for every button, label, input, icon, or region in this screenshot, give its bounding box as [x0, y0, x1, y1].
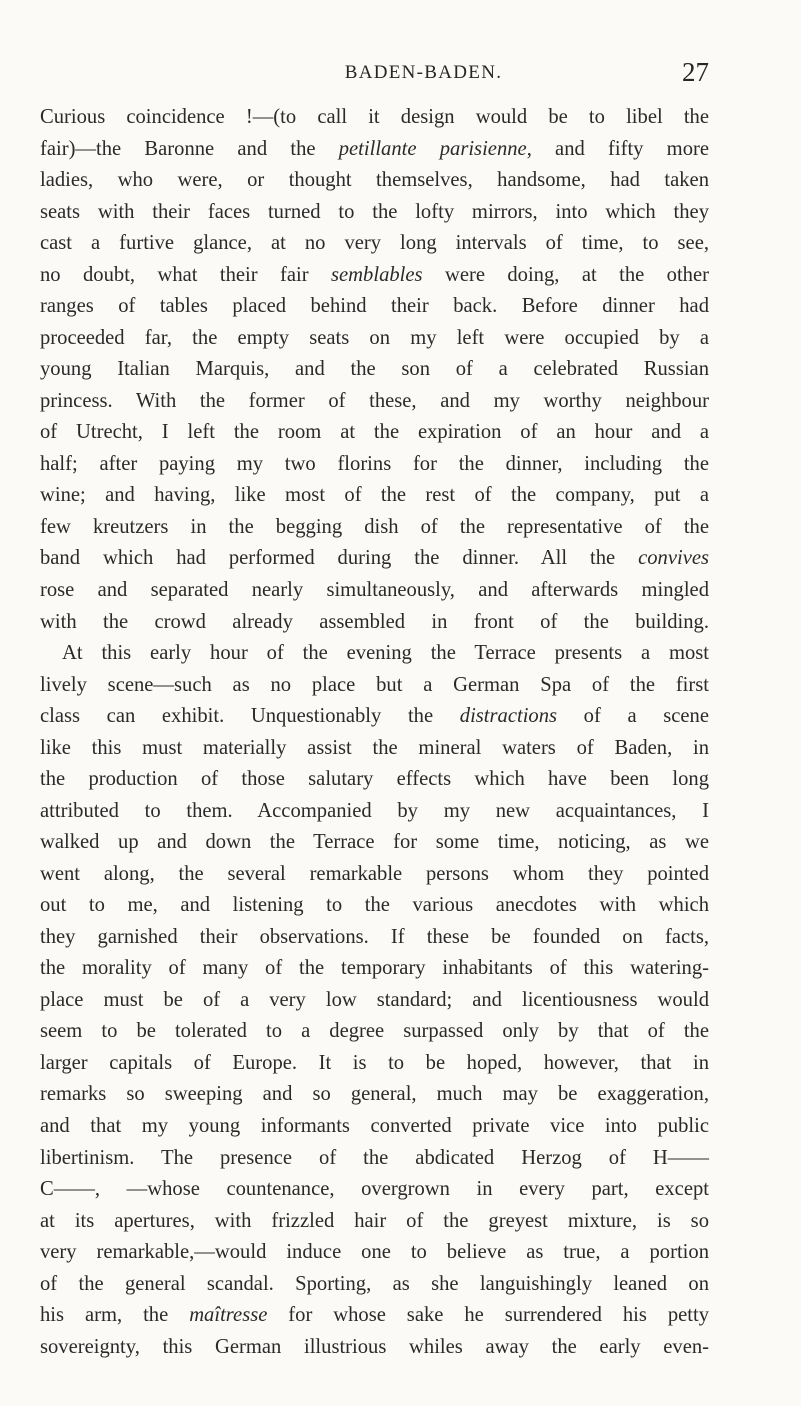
text-line: young Italian Marquis, and the son of a celebrated Russian [40, 358, 709, 381]
text-line: seats with their faces turned to the lofty mirrors, into which they [40, 200, 709, 223]
text-line: they garnished their observations. If these be founded on facts, [40, 925, 709, 948]
text-line: few kreutzers in the begging dish of the representative of the [40, 515, 709, 538]
text-line: half; after paying my two florins for the dinner, including the [40, 452, 709, 475]
running-head: BADEN-BADEN. [344, 62, 503, 83]
text-line: very remarkable,—would induce one to believe as true, a portion [40, 1241, 709, 1264]
text-line: libertinism. The presence of the abdicated Herzog of H—— [40, 1146, 709, 1169]
text-line: and that my young informants converted private vice into public [40, 1115, 709, 1137]
text-line: at its apertures, with frizzled hair of the greyest mixture, is so [40, 1209, 709, 1232]
text-line: his arm, the maîtresse for whose sake he surrendered his petty [40, 1304, 710, 1327]
text-line: of Utrecht, I left the room at the expiration of an hour and a [40, 421, 709, 444]
text-line: ladies, who were, or thought themselves, handsome, had taken [40, 169, 709, 192]
text-line: rose and separated nearly simultaneously, and afterwards mingled [40, 578, 709, 601]
text-line: At this early hour of the evening the Terrace presents a most [62, 642, 709, 665]
text-line: fair)—the Baronne and the petillante parisienne, and fifty more [40, 137, 709, 160]
text-line: ranges of tables placed behind their back. Before dinner had [40, 295, 709, 318]
text-line: seem to be tolerated to a degree surpassed only by that of the [40, 1020, 709, 1043]
text-line: princess. With the former of these, and my worthy neighbour [40, 389, 709, 412]
text-line: lively scene—such as no place but a German Spa of the first [40, 673, 709, 696]
text-line: band which had performed during the dinner. All the convives [40, 547, 709, 570]
text-line: like this must materially assist the mineral waters of Baden, in [40, 736, 709, 759]
text-line: the production of those salutary effects which have been long [40, 768, 709, 791]
text-line: of the general scandal. Sporting, as she languishingly leaned on [40, 1272, 709, 1295]
text-line: proceeded far, the empty seats on my left were occupied by a [40, 326, 709, 349]
text-line: out to me, and listening to the various anecdotes with which [40, 894, 709, 917]
text-line: Curious coincidence !—(to call it design would be to libel the [40, 106, 709, 128]
text-line: larger capitals of Europe. It is to be hoped, however, that in [40, 1051, 709, 1074]
page-header [138, 57, 709, 92]
text-line: remarks so sweeping and so general, much may be exaggeration, [40, 1083, 709, 1106]
text-line: with the crowd already assembled in front of the building. [40, 610, 709, 633]
text-line: wine; and having, like most of the rest of the company, put a [40, 484, 709, 507]
text-line: sovereignty, this German illustrious whiles away the early even- [40, 1335, 709, 1358]
body-text [40, 102, 709, 1363]
text-line: place must be of a very low standard; and licentiousness would [40, 988, 709, 1011]
text-line: the morality of many of the temporary inhabitants of this watering- [40, 957, 709, 980]
text-line: walked up and down the Terrace for some time, noticing, as we [40, 831, 709, 854]
page-number: 27 [682, 57, 709, 87]
text-line: went along, the several remarkable persons whom they pointed [40, 862, 709, 885]
text-line: C——, —whose countenance, overgrown in every part, except [40, 1178, 709, 1201]
text-line: no doubt, what their fair semblables were doing, at the other [40, 263, 709, 286]
text-line: class can exhibit. Unquestionably the distractions of a scene [40, 705, 709, 728]
text-line: cast a furtive glance, at no very long intervals of time, to see, [40, 232, 709, 255]
text-line: attributed to them. Accompanied by my new acquaintances, I [40, 799, 709, 822]
